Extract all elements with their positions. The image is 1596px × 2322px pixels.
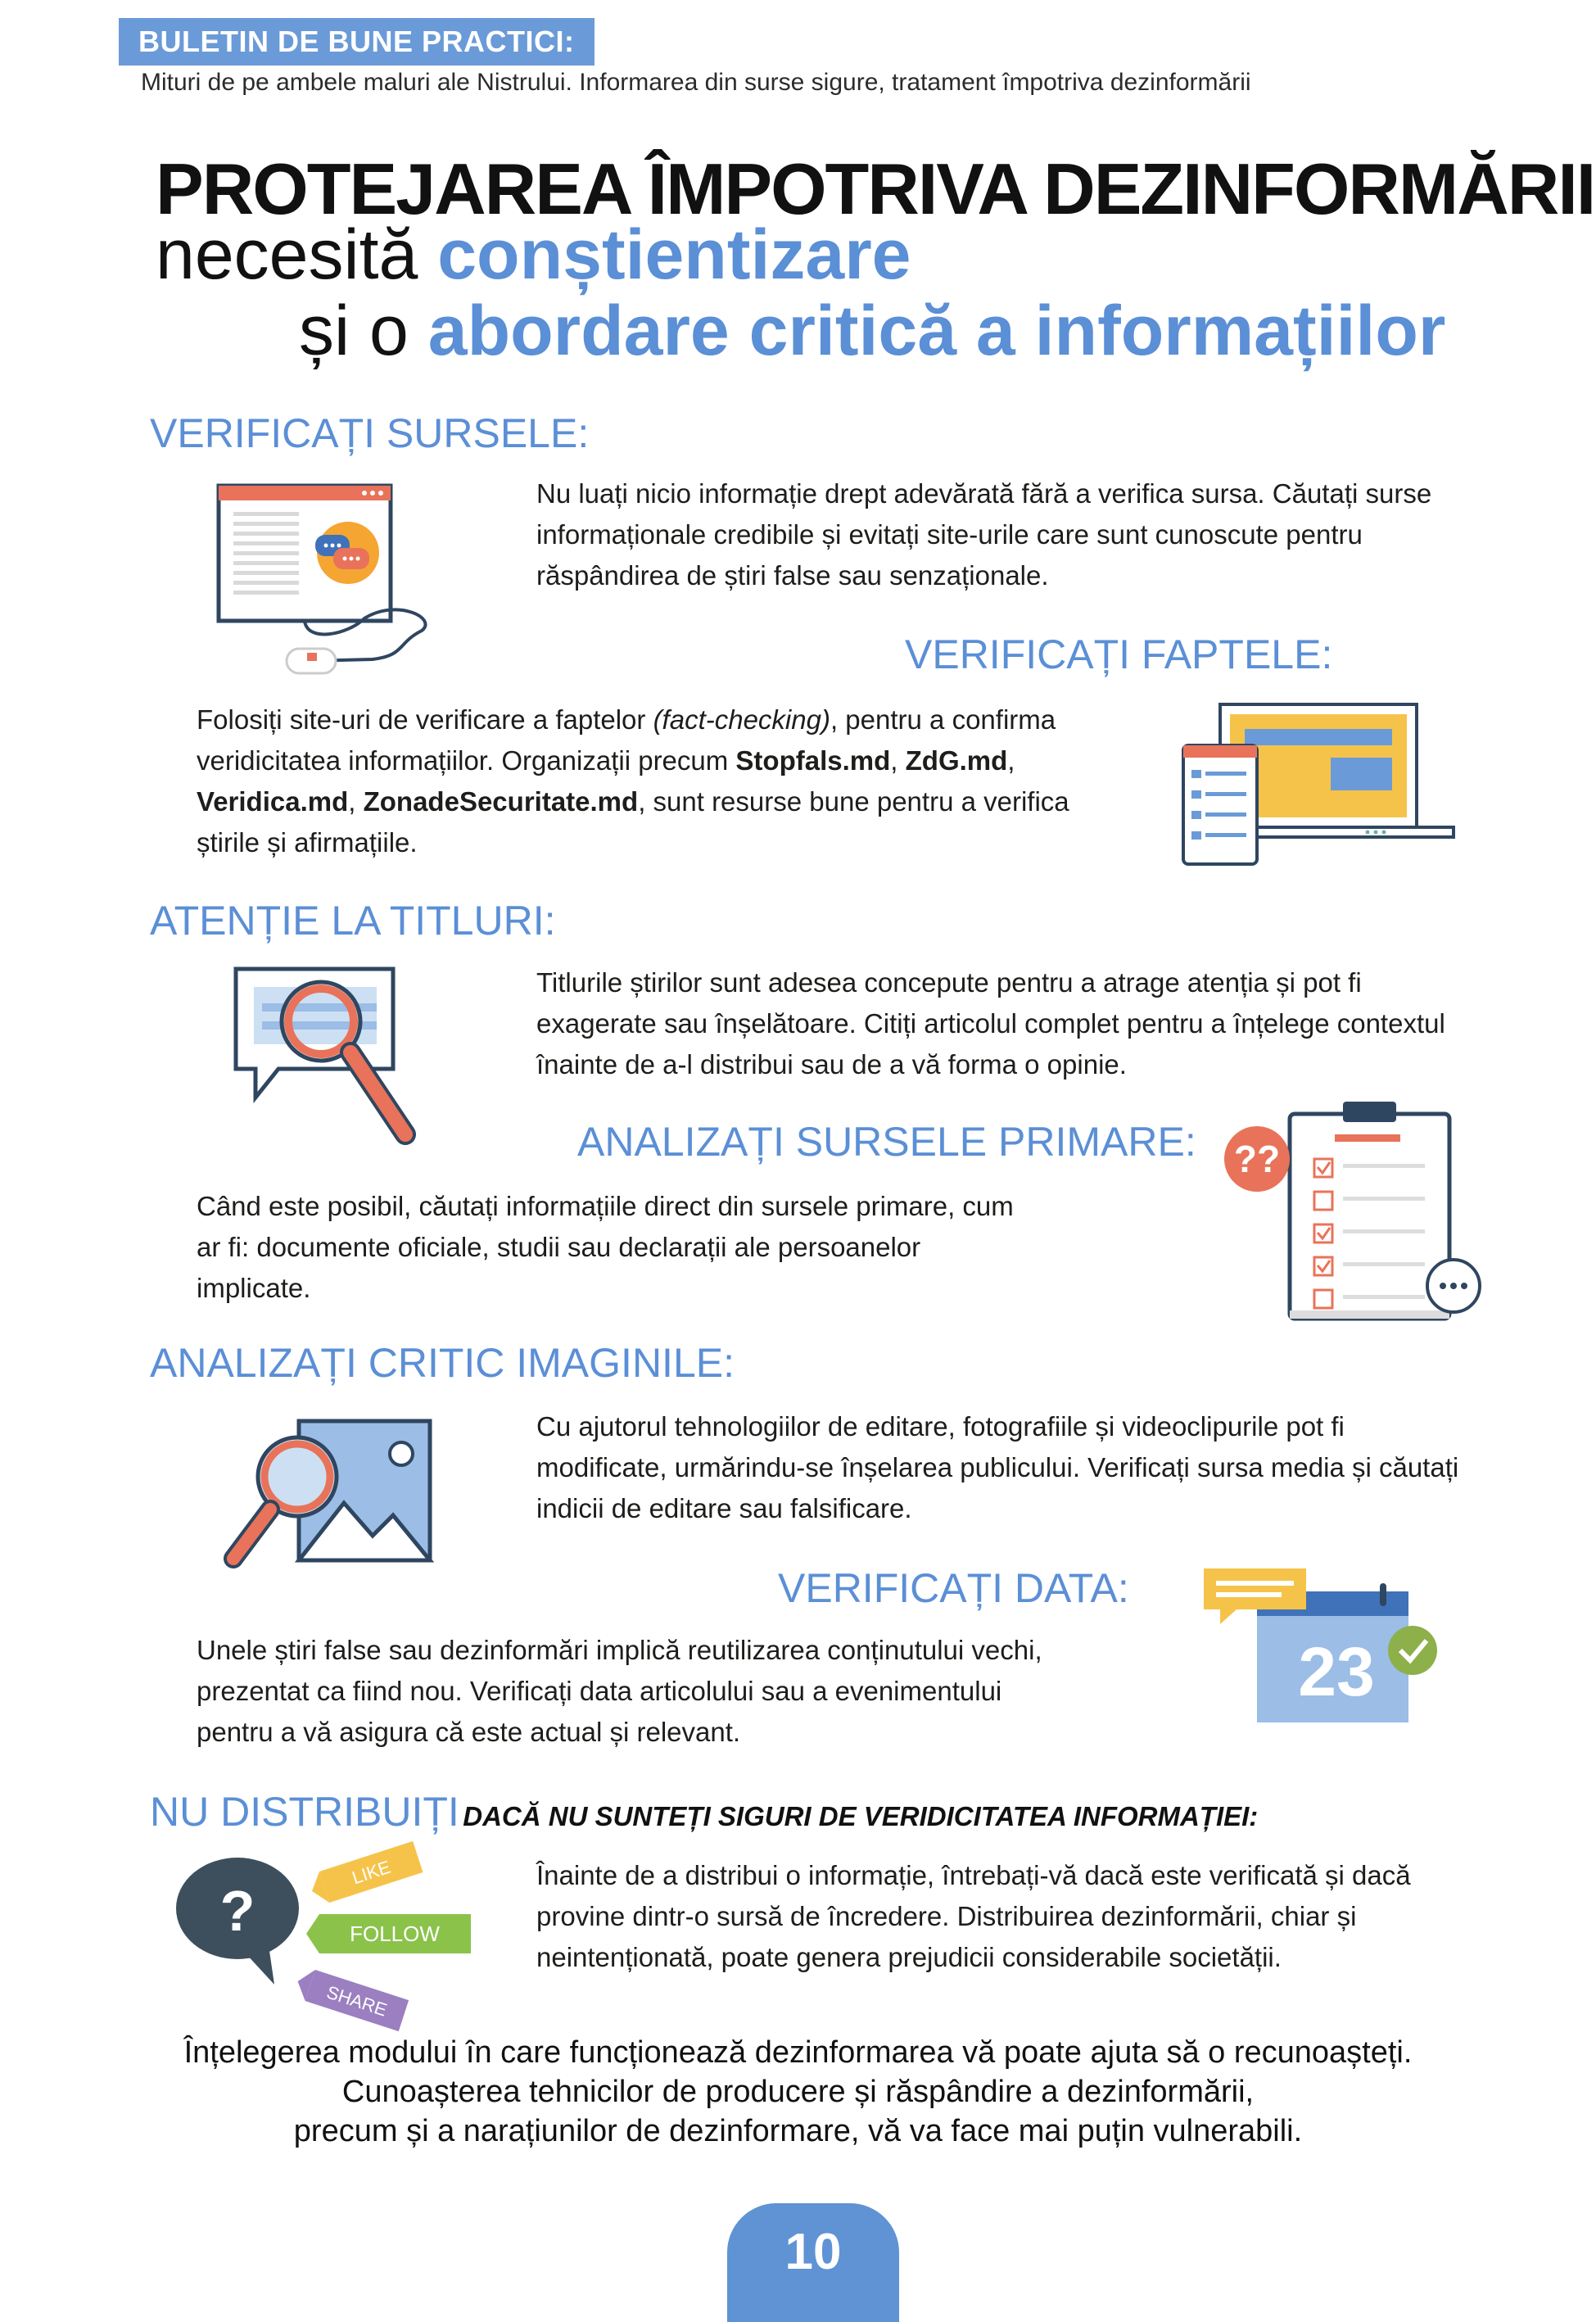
page-title: PROTEJAREA ÎMPOTRIVA DEZINFORMĂRII [156,148,1595,229]
org-zonadesecuritate: ZonadeSecuritate.md [363,786,639,817]
org-veridica: Veridica.md [197,786,349,817]
section-heading-images: ANALIZAȚI CRITIC IMAGINILE: [150,1340,735,1386]
question-mark: ? [219,1879,255,1943]
closing-line-3: precum și a narațiunilor de dezinformare, vă va face mai puțin vulnerabili. [293,2114,1303,2148]
date-text: Unele știri false sau dezinformări implică reutilizarea conținutului vechi, prezentat ca fiind nou. Verificați data articolului sau a evenimentului pentru a vă asigura că este actual și relevant. [197,1635,1042,1747]
dont-share-heading-rest: DACĂ NU SUNTEȚI SIGURI DE VERIDICITATEA INFORMAȚIEI: [463,1801,1259,1831]
tag-share: SHARE [323,1981,390,2021]
headlines-text: Titlurile știrilor sunt adesea concepute pentru a atrage atenția și pot fi exagerate sau înșelătoare. Citiți articolul complet pentru a înțelege contextul înainte de a-l distribui sau de a vă forma o opinie. [536,967,1445,1080]
title-line-3 [299,291,1445,372]
bulletin-tag: BULETIN DE BUNE PRACTICI: [119,18,595,66]
section-heading-date: VERIFICAȚI DATA: [778,1565,1129,1611]
question-marks: ?? [1233,1138,1281,1180]
title-line-3-plain: și o [299,292,428,370]
closing-line-1: Înțelegerea modului în care funcționează dezinformarea vă poate ajuta să o recunoașteți. [183,2035,1413,2070]
clipboard-checklist-icon [1220,1093,1482,1339]
title-line-3-accent: abordare critică a informațiilor [427,292,1446,370]
facts-text-italic: (fact-checking) [653,704,830,735]
facts-sep-2: , [1007,745,1015,776]
question-bubble-icon [172,1839,483,2027]
section-heading-primary-sources: ANALIZAȚI SURSELE PRIMARE: [577,1119,1196,1165]
magnifier-bubble-icon [229,962,442,1151]
dont-share-text: Înainte de a distribui o informație, întrebați-vă dacă este verificată și dacă provine dintr-o sursă de încredere. Distribuirea dezinformării, chiar și neintenționată, poate genera prejudicii considerabile societății. [536,1860,1411,1972]
section-heading-headlines: ATENȚIE LA TITLURI: [150,898,556,944]
facts-text-b: , pentru a confirma veridicitatea informațiilor. Organizații precum [197,704,1056,776]
closing-line-2: Cunoașterea tehnicilor de producere și răspândire a dezinformării, [341,2075,1255,2109]
tag-follow: FOLLOW [350,1921,440,1946]
dont-share-heading-main: NU DISTRIBUIȚI [150,1789,459,1835]
magnifier-image-icon [217,1413,446,1577]
section-heading-sources: VERIFICAȚI SURSELE: [150,410,590,456]
primary-sources-text: Când este posibil, căutați informațiile direct din sursele primare, cum ar fi: documente oficiale, studii sau declarații ale persoanelor implicate. [197,1191,1014,1303]
facts-text-a: Folosiți site-uri de verificare a faptelor [197,704,653,735]
org-stopfals: Stopfals.md [735,745,891,776]
laptop-tablet-icon [1171,696,1433,868]
facts-text-c: , sunt resurse bune pentru a verifica știrile și afirmațiile. [197,786,1069,858]
title-line-2-plain: necesită [156,215,438,294]
tag-like: LIKE [349,1856,393,1889]
facts-sep-1: , [890,745,906,776]
facts-text [197,699,1114,863]
title-line-2-accent: conștientizare [437,215,911,294]
closing-paragraph [0,2033,1596,2151]
browser-chat-icon [209,479,454,668]
org-zdg: ZdG.md [905,745,1008,776]
calendar-check-icon [1204,1568,1449,1732]
title-line-2 [156,215,911,296]
images-text: Cu ajutorul tehnologiilor de editare, fotografiile și videoclipurile pot fi modificate, urmărindu-se înșelarea publicului. Verificați sursa media și căutați indicii de editare sau falsificare. [536,1411,1459,1523]
sources-text: Nu luați nicio informație drept adevărată fără a verifica sursa. Căutați surse informaționale credibile și evitați site-urile care sunt cunoscute pentru răspândirea de știri false sau senzaționale. [536,478,1432,591]
bulletin-subtitle: Mituri de pe ambele maluri ale Nistrului. Informarea din surse sigure, tratament împotriva dezinformării [141,69,1251,96]
page-number: 10 [727,2203,899,2322]
section-heading-facts: VERIFICAȚI FAPTELE: [905,631,1333,677]
facts-sep-3: , [348,786,364,817]
section-heading-dont-share [150,1788,1258,1835]
calendar-day: 23 [1298,1633,1375,1710]
